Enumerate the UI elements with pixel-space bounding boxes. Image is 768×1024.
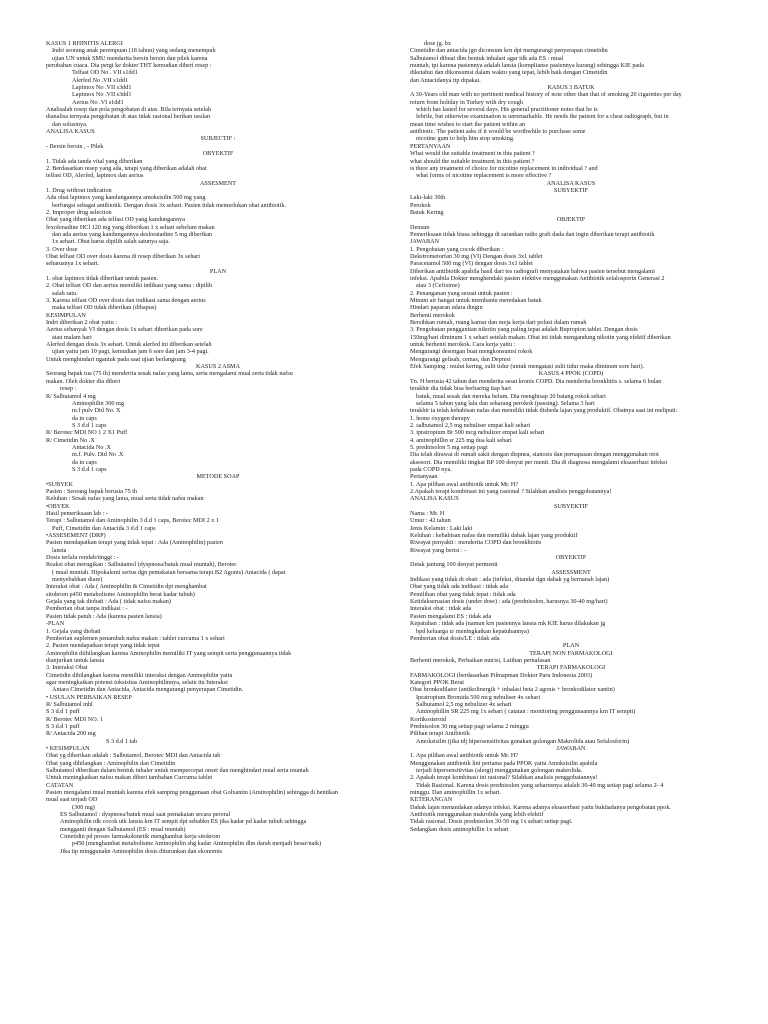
right-column-line: Pemilihan obat yang tidak tepat : tidak ada: [410, 590, 516, 598]
left-column-line: S 3 d.d 1 puff: [46, 708, 80, 716]
left-column-line: Puff, Cimetidin dan Antacida 3 d.d 1 caps: [52, 524, 156, 532]
right-column-line: 1. Apa pilihan awal antibiotik untuk Mr. H?: [410, 480, 519, 488]
right-column-line: 1. home oxygen therapy: [410, 414, 470, 422]
right-column-line: Pilihan terapi Antibiotik: [410, 730, 470, 738]
right-column-line: Salbutamol 2,5 mg nebulizer 4x sehari: [416, 700, 512, 708]
left-column-line: dan ada aerius yang kandungannya desloratadine 5 mg diberikan: [52, 230, 213, 238]
right-column-line: 2.Apakah terapi kombinasi ini yang rasional ? Silahkan analisis penggobatannya!: [410, 487, 612, 495]
left-column-line: mual saat terjadi OD: [46, 796, 98, 804]
right-column-line: Prednisolon 30 mg setiap pagi selama 2 minggu: [410, 722, 529, 730]
left-column-line: 2. Obat telfast OD dan aerius memiliki indikasi yang sama : dipilih: [46, 282, 212, 290]
left-column-line: makan. Oleh dokter dia diberi: [46, 377, 121, 385]
left-column-line: 2. Berdasarkan resep yang ada, tetapi yang diberikan adalah obat: [46, 164, 207, 172]
left-column-line: berfungsi sebagai antibiotik. Dengan dosis 3x sehari. Pasien tidak memerlukan obat antibiotik.: [52, 201, 287, 209]
right-column-line: TERAPI FARMAKOLOGI: [536, 664, 606, 672]
right-column-line: JAWABAN: [410, 238, 440, 246]
right-column-line: Salbutamol dibuat dlm bentuk inhalasi agar tdk ada ES : mual: [410, 54, 564, 62]
right-column-line: Berhenti merokok: [410, 311, 455, 319]
right-column-line: Ipratropium Bromida 500 mcg nebuliser 4x sehari: [416, 693, 541, 701]
right-column-line: Pertanyaan: [410, 473, 438, 481]
left-column-line: Obat telfast OD over dosis karena di resep diberikan 3x sehari: [46, 252, 200, 260]
right-column-line: Bersihkan rumah, ruang kamar dan meja kerja dari polusi dalam rumah: [410, 319, 587, 327]
left-column-line: p450 (menghambat metabolisme Aminophilin shg kadar Aminophilin dlm darah menjadi besar/naik): [72, 840, 322, 848]
right-column-line: FARMAKOLOGI (berdasarkan Pilmapman Doktor Paru Indonesia 2003): [410, 671, 593, 679]
left-column-line: ujian UN untuk SMU mendarita bersin bersin dan pilek karena: [52, 54, 208, 62]
right-column-line: antibiotic. The patient asks if it would be worthwhile to purchase some: [410, 128, 586, 136]
left-column-line: KASUS 1 RHINITIS ALERGI: [46, 40, 123, 47]
left-column-line: dianalisa ternyata pengobatan di atas tidak rasional berikan usulan: [46, 113, 210, 121]
left-column-line: menyebabkan diare): [52, 576, 103, 584]
right-column-line: TERAPI NON FARMAKOLOGI: [529, 649, 613, 657]
left-column-line: Reaksi obat merugikan : Salbutamol (dyspnoea/batuk mual muntah), Berotec: [46, 561, 237, 569]
left-column-line: R/ Cimetidin No .X: [46, 436, 95, 444]
left-column-line: 2. Pasien mendapatkan terapi yang tidak tepat: [46, 642, 160, 650]
right-column-line: Interaksi obat : tidak ada: [410, 605, 472, 613]
right-column-line: muntah, tpi karena pasiennya adalah lansia (komplianse pasiennya kurang) sehingga KIE pada: [410, 62, 645, 70]
right-column-line: infeksi. Apabila Dokter menghendaki pasien efektive menggunakan Antibiotik sefalosporin Generasi 2: [410, 275, 665, 282]
right-column-line: febrile, but otherwise examination is unremarkable. He needs the patient for a chest radiograph, but in: [416, 113, 669, 121]
left-column-line: Pasien tidak patuh : Ada (karena pasien lansia): [46, 612, 162, 620]
right-column-line: Mengurangi gelisah, cemas, dan Depresi: [410, 355, 511, 363]
left-column-line: •SUBYEK: [46, 480, 73, 488]
right-column: [410, 40, 732, 833]
left-column-line: •OBYEK: [46, 502, 70, 510]
left-column-line: PLAN: [209, 267, 227, 275]
right-column-line: Tn. H berusia 42 tahun dan menderita sesat kronis COPD. Dia menderita bronkhitis s. selama 6 bulan: [410, 377, 662, 385]
right-column-line: return from holiday in Turkey with dry cough: [410, 98, 523, 106]
right-column-line: Demam: [410, 223, 430, 231]
left-column-line: Aminophilin diihilangkan karena Aminophilin memiliki IT yang sempit serta penggunaannya tidak: [46, 649, 292, 657]
left-column-line: •ASSESEMENT (DRP): [46, 532, 106, 540]
right-column-line: which has lasted for several days. His general practitioner notes that he is: [416, 106, 598, 114]
right-column-line: Amoksisilin (jika tdj hipersensitivitas gunakan golongan Makrolida atau Sefalosforin): [416, 737, 630, 745]
right-column-line: 3. Pengobatan penggantian nikotin yang paling tepat adalah Bupropion tablet. Dengan dosis: [410, 326, 638, 334]
right-column-line: KETERANGAN: [410, 796, 453, 804]
left-column-line: KASUS 2 ASMA: [195, 363, 240, 371]
left-column-line: Aminophilin 300 mg: [72, 399, 124, 407]
left-column-line: • KESIMPULAN: [46, 745, 90, 752]
right-column-line: A 30-Years old man with no pertinent medical history of note other than that of smoking 20 cigarettes per day: [410, 91, 682, 99]
right-column-line: Pemberian obat dosis/LE : tidak ada: [410, 634, 500, 642]
left-column-line: 3. Interaksi Obat: [46, 664, 88, 672]
right-column-line: Pemeriksaan tidak biasa sehingga di sarankan radio grafi dada dan ingin diberikan terapi antibiotik: [410, 230, 655, 238]
right-column-line: Ketidakseruaian dosis (under dose) : ada (prednisolon, harusnya 30-40 mg/hari): [410, 598, 608, 606]
left-column-line: Pasien mendapatkan terapi yang tidak tepat : Ada (Aminophilin) pasien: [46, 539, 223, 547]
right-column-line: Jenis Kelamin : Laki laki: [410, 524, 473, 532]
right-column-line: what forms of nicotine replacement is more effective ?: [416, 172, 552, 180]
left-column-line: Cimetidin dihilangkan karena memiliki interaksi dengan Aminophilin yaitu: [46, 671, 233, 679]
right-column-line: atau 3 (Cefixime): [416, 282, 460, 290]
left-column-line: ujian yaitu jam 10 pagi, kemudian jam 6 sore dan jam 3-4 pagi.: [52, 348, 209, 356]
right-column-line: terakhir dia tidak bisa berbaring tiap hari: [410, 385, 512, 393]
left-column-line: KESIMPULAN: [46, 311, 86, 319]
left-column-line: Hasil pemeriksaan lab : -: [46, 510, 108, 517]
right-column-line: Tidak rasional. Dosis prednisolon 30-50 mg 1x sehari setiap pagi.: [410, 818, 573, 826]
right-column-line: diketahui dan dikonsumsi dalam waktu yang tepat, lebih baik dengan Cimetidin: [410, 69, 608, 77]
left-column-line: R/ Berotec MDI NO 1 2 X1 Puff: [46, 429, 128, 437]
left-column-line: 1. Tidak ada tanda vital yang diberikan: [46, 157, 143, 165]
right-column-line: Umur : 42 tahun: [410, 517, 451, 525]
right-column-line: dose jg. bx: [424, 40, 451, 47]
right-column-line: KASUS 3 BATUK: [547, 84, 595, 92]
right-column-line: Minum air hangat untuk membantu meredakan batuk: [410, 297, 542, 305]
left-column-line: Pemberian obat tanpa indikasi : -: [46, 605, 128, 613]
right-column-line: 3. ipratropium Br 500 mcg nebulizer empat kali sehari: [410, 429, 545, 437]
left-column-line: Aerius No .VI s1dd1: [72, 98, 124, 106]
left-column-line: • USULAN PERBAIKAN RESEP: [46, 693, 132, 701]
left-column-line: S 3 d.d 1 puff: [46, 722, 80, 730]
left-column-line: Untuk meningkatkan nafsu makan diberi tambahan Curcuma tablet: [46, 774, 213, 782]
right-column-line: Laki-laki 30th: [410, 194, 446, 202]
right-column-line: Dia telah dirawat di rumah sakit dengan dispnea, sianosis dan pernapasan dengan menggunakan otot: [410, 451, 659, 459]
left-column-line: Obat yg diberikan adalah : Salbutamol, Berotec MDI dan Antacida tab: [46, 752, 221, 760]
left-column-line: -PLAN: [46, 620, 65, 628]
right-column-line: OBYEKTIF: [555, 554, 587, 562]
right-column-line: Paracetamol 500 mg (VI) dengan dosis 3x1 tablet: [410, 260, 533, 268]
left-column-line: Indri seorang anak perempuan (18 tahun) yang sedang menempuh: [52, 47, 216, 55]
left-column-line: 1. Gejala yang diobati: [46, 627, 101, 635]
right-column-line: terakhir ia telah kehabisan nafas dan memiliki tidak disbeda lajan yang produktif. Obatnya saat ini meliputi:: [410, 407, 678, 415]
right-column-line: OBJEKTIF: [556, 216, 586, 224]
right-column-line: Berhenti merokok, Perbaikan nutrisi, Latihan pernafasan: [410, 656, 551, 664]
right-column-line: 2. salbutamol 2,5 mg nebuliser empat kali sehari: [410, 421, 531, 429]
right-column-line: What would the suitable treatment in this patient ?: [410, 150, 535, 158]
left-column-line: 1. Drug without indication: [46, 186, 112, 194]
right-column-line: SUBYEKTIF: [553, 186, 589, 194]
left-column-line: telfast OD, Alerfed, lapimox dan aerius: [46, 172, 144, 180]
right-column-line: Hindari paparan udara dingin: [410, 304, 483, 312]
left-column-line: dianjurkan untuk lansia: [46, 656, 105, 664]
right-column-line: 5. prednisolon 5 mg setiap pagi: [410, 443, 488, 451]
right-column-line: Indikasi yang tidak di obati : ada (infeksi, ditandai dgn dahak yg bernanah lajan): [410, 576, 610, 584]
left-column-line: maka telfast OD tidak diberikan (dihapus): [52, 304, 157, 312]
left-column-line: 1x sehari. Obat harus dipilih salah satunya saja.: [52, 238, 170, 246]
left-column-line: atau malam hari: [52, 333, 92, 341]
right-column-line: mean time wishes to start the patient within an: [410, 120, 526, 128]
left-column-line: CATATAN: [46, 781, 74, 789]
right-column-line: Antibiotik menggunakan makrolida yang lebih efektif: [410, 811, 544, 819]
left-column-line: Obat yang diberikan ada telfast OD yang kandungannya: [46, 216, 186, 224]
right-column-line: bpd keluarga u/ meningkatkan kepatuhannya): [416, 627, 529, 635]
left-column-line: agar meningkatkan potensi toksisitas Aminophilinnya, selain itu Interaksi: [46, 678, 228, 686]
left-column-line: SUBJECTIF :: [200, 135, 236, 143]
left-column-line: METODE SOAP: [196, 473, 240, 481]
right-column-line: JAWABAN: [556, 745, 586, 752]
left-column-line: seharusnya 1x sehari.: [46, 260, 100, 268]
right-column-line: minggu. Dan aminophillin 1x sehari.: [410, 789, 502, 797]
left-column-line: 3. Karena telfast OD over dosis dan indikasi sama dengan aerius: [46, 297, 206, 305]
left-column-line: S 3 d.d 1 caps: [72, 421, 107, 429]
left-column-line: Alerfed No .VII s1dd1: [72, 76, 129, 84]
left-column-line: Antara Cimetidin dan Antacida, Antacida mengurangi penyerapan Cimetidin.: [52, 686, 244, 694]
left-column-line: ASSESMENT: [199, 179, 237, 187]
right-column-line: Kortikosteroid: [410, 715, 447, 723]
left-column-line: Indri diberikan 2 obat yaitu :: [46, 319, 117, 327]
left-column-line: resep :: [60, 385, 77, 393]
right-column-line: Batuk Kering: [410, 208, 444, 216]
left-column-line: Interaksi obat : Ada ( Aminophilin & Cimetidin dpt menghambat: [46, 583, 207, 591]
right-column-line: pada COPD nya.: [410, 465, 452, 473]
left-column-line: mengganti dengan Salbutamol (ES : mual muntah): [60, 825, 186, 833]
left-column-line: salah satu.: [52, 289, 78, 297]
left-column: [46, 40, 390, 855]
right-column-line: Cimetidin dan antacida jgn diconsum krn dpt mengurangi penyerapan cimetidin: [410, 47, 608, 55]
left-column-line: Ada obat lapimox yang kandungannya amoksisilin 500 mg yang: [46, 194, 206, 202]
right-column-line: Obat bronkodilator (antikolinergik + inhalasi beta 2 agonis + bronkodilator xantin): [410, 686, 615, 694]
left-column-line: Aerius sebanyak VI dengan dosis 1x sehari diberikan pada sore: [46, 326, 203, 334]
left-column-line: Pemberian suplemen penambah nafsu makan : tablet curcuma 1 x sehari: [46, 634, 225, 642]
right-column-line: 1. Apa pilihan awal antibiotik untuk Mr. H?: [410, 752, 519, 760]
right-column-line: PERTANYAAN: [410, 142, 451, 150]
left-column-line: OBYEKTIF: [202, 150, 234, 158]
right-column-line: Menggunakan antibiotik lini pertama pada PPOK yaitu Amoksisilin apabila: [410, 759, 598, 767]
right-column-line: dan Antacidanya ttp dipakai.: [410, 76, 481, 84]
left-column-line: Pasien : Seorang bapak berusia 75 th: [46, 487, 138, 495]
left-column-line: R/ Berotec MDI NO. 1: [46, 715, 103, 723]
left-column-line: Seorang bapak tua (75 th) menderita sesak nafas yang lama, serta mengalami mual serta tidak nafsu: [46, 370, 293, 378]
left-column-line: da in caps: [72, 414, 97, 422]
left-column-line: fexofenadine HCl 120 mg yang diberikan 1 x sehari sebelum makan: [46, 223, 215, 231]
left-column-line: dan solusinya.: [52, 120, 88, 128]
left-column-line: Terapi : Salbutamol dan Aminophilin 3 d.d 1 caps, Berotec MDI 2 x 1: [46, 517, 219, 525]
right-column-line: Aminophillin SR 225 mg 1x sehari ( catatan : monitoring penggunaannya krn IT sempit): [416, 708, 636, 716]
right-column-line: Keluhan : kehabisan nafas dan memiliki dahak lajan yang produktif: [410, 532, 578, 540]
left-column-line: Analisalah resep dan pola pengobatan di atas. Bila ternyata setelah: [46, 106, 211, 114]
right-column-line: Efek Samping : mulut kering, sulit tidur (untuk mengatasi sulit tidur maka diminum sore hari).: [410, 363, 645, 371]
right-column-line: untuk berhenti merokok. Cara kerja yaitu :: [410, 341, 516, 349]
left-column-line: Keluhan : Sesak nafas yang lama, mual serta tidak nafsu makan: [46, 495, 204, 503]
left-column-line: da in caps: [72, 458, 97, 466]
left-column-line: m.f. Pulv. Dtd No .X: [72, 451, 124, 459]
right-column-line: Riwayat penyakit : menderita COPD dan bronkhiotis: [410, 539, 542, 547]
right-column-line: Diberikan antibiotik apabila hasil dari tes radiografi menyatakan bahwa pasien tersebut mengalami: [410, 267, 655, 275]
right-column-line: aksesori. Dia memiliki tingkat BP 100 denyut per menit. Dia di diagnosa mengalami eksaserbasi infeksi: [410, 458, 668, 466]
left-column-line: Antacida No .X: [72, 443, 112, 451]
right-column-line: 2. Apakah terapi kombinasi ini rasional? Silahkan analisis penggobatannya!: [410, 774, 598, 782]
left-column-line: ( mual muntah. Hipokalemi serius dgn pemakaian bersama terapi B2 Agonis) Antacida ( dapat: [52, 568, 286, 576]
right-column-line: batuk, mual sesak dan mereka belum. Dia menghisap 20 batang rokok sehari: [416, 392, 606, 400]
right-column-line: Perokok: [410, 201, 431, 209]
left-column-line: Telfast OD No . VII s1dd1: [72, 69, 138, 77]
right-column-line: 2. Penanganan yang sesuai untuk pasien :: [410, 289, 513, 297]
left-column-line: Pasien mengalami mual muntah karena efek samping penggunaan obat Golxantin (Aminophilin) sehingga di hentikan: [46, 789, 338, 797]
left-column-line: Alerfed dengan dosis 3x sehari. Untuk alerfed ini diberikan setelah: [46, 341, 212, 349]
right-column-line: Detak jantung 100 denyut permenit: [410, 561, 498, 569]
left-column-line: Untuk menghindari ngantuk pada saat ujian berlangsung: [46, 355, 186, 363]
left-column-line: sitokrom p450 metabolisme Aminophilin berat kadar tubuh): [46, 590, 195, 598]
right-column-line: Pasien mengalami ES : tidak ada: [410, 612, 492, 620]
left-column-line: Salbutamol diberikan dalam bentuk inhaler untuk mempercepat onset dan menghindari mual serta muntah: [46, 767, 309, 775]
left-column-line: Dosis terlalu rendah/tinggi : -: [46, 554, 119, 562]
right-column-line: Sedangkan dosis aminophillin 1x sehari: [410, 825, 509, 833]
left-column-line: R/ Antacida 200 mg: [46, 730, 96, 738]
left-column-line: perubahan cuaca. Dia pergi ke dokter THT kemudian diberi resep :: [46, 62, 212, 70]
left-column-line: Aminophilin tdk cocok utk lansia krn IT sempit dpt sebabkn ES jika kadar pd kadar tubuh sehingga: [60, 818, 307, 826]
right-column-line: nicotine gum to help him stop smoking.: [416, 135, 515, 143]
left-column-line: Cimetidin pd proses farmakokinetik menghambat kerja sitokrom: [60, 833, 221, 841]
right-column-line: ASSESSMENT: [551, 568, 591, 576]
left-column-line: S 3 d.d 1 caps: [72, 465, 107, 473]
left-column-line: Lapimox No .VII s3dd1: [72, 84, 132, 92]
left-column-line: R/ Salbutamol 4 mg: [46, 392, 96, 400]
right-column-line: terjadi hipersensitivitas (alergi) menggunakan golongan makrolida.: [416, 767, 583, 775]
right-column-line: ANALISA KASUS: [546, 179, 596, 187]
left-column-line: Lapimox No .VII s3dd1: [72, 91, 132, 99]
left-column-line: Jika tip minggunakn Aminophilin dosis diturunkan dan ekonomis: [60, 847, 223, 855]
right-column-line: what should the suitable treatment in this patient ?: [410, 157, 535, 165]
left-column-line: Gejala yang tak diobati : Ada ( tidak nafsu makan): [46, 598, 171, 606]
right-column-line: Dahak lajan menandakan adanya infeksi. Karena adanya eksaserbasi yaitu buktiadanya pengobatan ppok.: [410, 803, 671, 811]
left-column-line: - Bersin bersin , - Pilek: [46, 142, 104, 150]
right-column-line: SUBYEKTIF: [553, 502, 589, 510]
left-column-line: ES Salbutamol : dyspnoea/batuk mual saat pemakaian secara peroral: [60, 811, 231, 819]
right-column-line: Kategori PPOK Berat: [410, 678, 464, 686]
right-column-line: Tidak Rasional. Karena dosis prednisolon yang seharusnya adalah 30-40 mg setiap pagi selama 2- 4: [416, 781, 664, 789]
right-column-line: ANALISA KASUS: [410, 495, 459, 503]
right-column-line: 4. aminophillin sr 225 mg dua kali sehari: [410, 436, 512, 444]
left-column-line: (300 mg): [72, 803, 95, 811]
right-column-line: Mengurangi desongan buat mengkonsumsi rokok: [410, 348, 533, 356]
right-column-line: Kepatuhan : tidak ada (namun krn pasiennya lansia mk KIE harus dilakukan jg: [410, 620, 606, 628]
left-column-line: lansia: [52, 546, 67, 554]
right-column-line: is there any treatment of choice for nicotine replacement in individual ? and: [410, 164, 598, 172]
left-column-line: R/ Salbutamol inhl: [46, 700, 93, 708]
left-column-line: Obat yang dihilangkan : Aminophilin dan Cimetidin: [46, 759, 176, 767]
left-column-line: 3. Over dose: [46, 245, 78, 253]
right-column-line: KASUS 4 PPOK (COPD): [538, 370, 604, 378]
left-column-line: 1. obat lapimox tidak diberikan untuk pasien.: [46, 275, 159, 282]
right-column-line: Obat yang tidak ada indikasi : tidak ada: [410, 583, 509, 591]
left-column-line: S 3 d.d 1 tab: [106, 737, 138, 745]
right-column-line: selama 5 tahun yang lalu dan sekarang perokok (passing). Selama 3 hari: [416, 399, 595, 407]
right-column-line: PLAN: [562, 642, 580, 650]
right-column-line: Dekstrometorfan 30 mg (VI) Dengan dosis 3x1 tablet: [410, 252, 543, 260]
left-column-line: ANALISA KASUS: [46, 128, 95, 136]
left-column-line: m.f pulv Dtd No. X: [72, 407, 121, 415]
right-column-line: Riwayat yang berisi : -: [410, 546, 467, 554]
right-column-line: 150mg/hari diminum 1 x sehari setelah makan. Obat ini tidak mengandung nikotin yang efektif diberikan: [410, 333, 671, 341]
left-column-line: 2. Improper drug selection: [46, 208, 112, 216]
right-column-line: 1. Pengobatan yang cocok diberikan :: [410, 245, 504, 253]
right-column-line: Nama : Mr. H: [410, 510, 445, 517]
